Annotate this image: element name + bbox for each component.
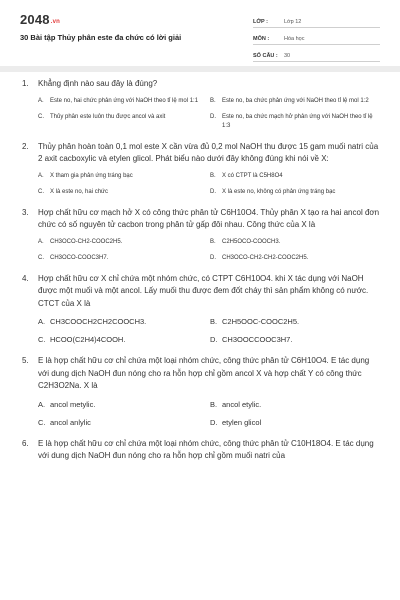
answer-option-c[interactable]	[38, 254, 210, 263]
question-list	[22, 78, 382, 463]
question-body: E là hợp chất hữu cơ chỉ chứa một loại nhóm chức, công thức phân tử C6H10O4. E tác dụng với dung dịch NaOH đun nóng cho ra hỗn hợp chỉ gồm ancol X và hợp chất Y có công thức C2H3O2Na. X là	[38, 356, 370, 390]
option-text: X là este no, hai chức	[50, 188, 109, 195]
answer-options	[38, 316, 382, 345]
meta-count	[253, 48, 380, 62]
option-letter: A.	[38, 317, 46, 326]
question	[22, 207, 382, 263]
question-body: Hợp chất hữu cơ mạch hở X có công thức phân tử C6H10O4. Thủy phân X tạo ra hai ancol đơn chức có số nguyên tử cacbon trong phân tử gấp đôi nhau. Công thức của X là	[38, 207, 380, 229]
header-divider	[0, 66, 400, 72]
answer-option-b[interactable]	[210, 97, 382, 106]
answer-option-d[interactable]	[210, 417, 382, 428]
question-number: 6.	[22, 438, 29, 448]
answer-options	[38, 399, 382, 428]
question-number: 3.	[22, 207, 29, 217]
answer-option-b[interactable]	[210, 172, 382, 181]
answer-option-d[interactable]	[210, 254, 382, 263]
option-text: CH3OCO-COOC3H7.	[50, 254, 109, 261]
question	[22, 273, 382, 346]
meta-class	[253, 14, 380, 28]
option-text: HCOO(C2H4)4COOH.	[50, 335, 126, 344]
option-text: Este no, ba chức mạch hở phản ứng với NaOH theo tỉ lệ 1:3	[222, 113, 373, 129]
option-text: Este no, ba chức phản ứng với NaOH theo tỉ lệ mol 1:2	[222, 97, 369, 104]
answer-option-d[interactable]	[210, 334, 382, 345]
option-text: CH3OCO-CH2-COOC2H5.	[50, 238, 123, 245]
meta-subject	[253, 31, 380, 45]
option-letter: B.	[210, 317, 218, 326]
question	[22, 438, 382, 463]
option-letter: D.	[210, 335, 218, 344]
option-text: C2H5OCO-COOCH3.	[222, 238, 281, 245]
option-text: ancol anlylic	[50, 417, 91, 427]
answer-option-a[interactable]	[38, 316, 210, 327]
answer-option-a[interactable]	[38, 172, 210, 181]
answer-option-c[interactable]	[38, 334, 210, 345]
option-letter: A.	[38, 238, 44, 245]
option-letter: D.	[210, 188, 216, 195]
answer-option-c[interactable]	[38, 417, 210, 428]
option-text: ancol etylic.	[222, 399, 262, 409]
answer-option-b[interactable]	[210, 238, 382, 247]
option-text: C2H5OOC-COOC2H5.	[222, 317, 300, 326]
option-letter: D.	[210, 417, 218, 427]
answer-options	[38, 172, 382, 197]
meta-label: SỐ CÂU :	[253, 53, 278, 59]
meta-label: MÔN :	[253, 36, 270, 42]
option-letter: B.	[210, 399, 218, 409]
answer-option-d[interactable]	[210, 113, 382, 131]
option-letter: D.	[210, 254, 216, 261]
option-letter: B.	[210, 238, 216, 245]
logo-tld: .vn	[50, 19, 61, 25]
option-text: Este no, hai chức phản ứng với NaOH theo tỉ lệ mol 1:1	[50, 97, 199, 104]
doc-title: 30 Bài tập Thủy phân este đa chức có lời giải	[20, 33, 182, 42]
question-text	[22, 141, 382, 166]
question-text	[22, 438, 382, 463]
answer-option-a[interactable]	[38, 238, 210, 247]
answer-option-b[interactable]	[210, 316, 382, 327]
meta-label: LỚP :	[253, 19, 268, 25]
answer-option-a[interactable]	[38, 97, 210, 106]
option-text: CH3COOCH2CH2COOCH3.	[50, 317, 147, 326]
option-letter: C.	[38, 417, 46, 427]
meta-value: Lớp 12	[284, 19, 302, 25]
option-letter: C.	[38, 113, 44, 120]
site-logo[interactable]	[20, 12, 60, 27]
option-letter: A.	[38, 172, 44, 179]
option-letter: B.	[210, 172, 216, 179]
option-letter: C.	[38, 335, 46, 344]
question-body: Hợp chất hữu cơ X chỉ chứa một nhóm chức, có CTPT C6H10O4. khi X tác dụng với NaOH được một muối và một ancol. Lấy muối thu được đem đốt cháy thì sản phẩm không có nước. CTCT của X là	[38, 273, 369, 308]
question-text	[22, 207, 382, 232]
option-text: CH3OCO-CH2-CH2-COOC2H5.	[222, 254, 309, 261]
option-text: X có CTPT là C5H8O4	[222, 172, 283, 179]
answer-option-a[interactable]	[38, 399, 210, 410]
answer-option-b[interactable]	[210, 399, 382, 410]
question	[22, 78, 382, 131]
option-letter: A.	[38, 399, 46, 409]
question	[22, 141, 382, 197]
question-number: 5.	[22, 356, 29, 365]
option-letter: D.	[210, 113, 216, 120]
option-text: etylen glicol	[222, 417, 262, 427]
question-body: E là hợp chất hữu cơ chỉ chứa một loại nhóm chức, công thức phân tử C10H18O4. E tác dụng với dung dịch NaOH đun nóng cho ra hỗn hợp chỉ gồm muối natri của	[38, 438, 374, 460]
option-letter: B.	[210, 97, 216, 104]
option-letter: C.	[38, 254, 44, 261]
option-letter: A.	[38, 97, 44, 104]
question-number: 2.	[22, 141, 29, 151]
question-text	[22, 78, 382, 91]
answer-options	[38, 97, 382, 131]
question-body: Thủy phân hoàn toàn 0,1 mol este X cần vừa đủ 0,2 mol NaOH thu được 15 gam muối natri của 2 axit cacboxylic và etylen glicol. Phát biểu nào dưới đây không đúng khi nói về X:	[38, 141, 379, 163]
answer-option-c[interactable]	[38, 113, 210, 131]
question-text	[22, 273, 382, 311]
question-number: 4.	[22, 273, 29, 283]
option-letter: C.	[38, 188, 44, 195]
meta-value: 30	[284, 53, 291, 59]
question	[22, 355, 382, 428]
doc-meta	[253, 14, 380, 65]
option-text: X tham gia phản ứng tráng bạc	[50, 172, 133, 179]
meta-value: Hóa học	[284, 36, 305, 42]
logo-text: 2048	[20, 12, 50, 27]
option-text: X là este no, không có phản ứng tráng bạc	[222, 188, 336, 195]
question-text	[22, 355, 382, 393]
question-body: Khẳng định nào sau đây là đúng?	[38, 79, 158, 88]
doc-header	[20, 12, 380, 62]
option-text: CH3OOCCOOC3H7.	[222, 335, 293, 344]
option-text: Thủy phân este luôn thu được ancol và axit	[50, 113, 166, 120]
answer-options	[38, 238, 382, 263]
answer-option-c[interactable]	[38, 188, 210, 197]
option-text: ancol metylic.	[50, 399, 96, 409]
answer-option-d[interactable]	[210, 188, 382, 197]
question-number: 1.	[22, 79, 29, 88]
